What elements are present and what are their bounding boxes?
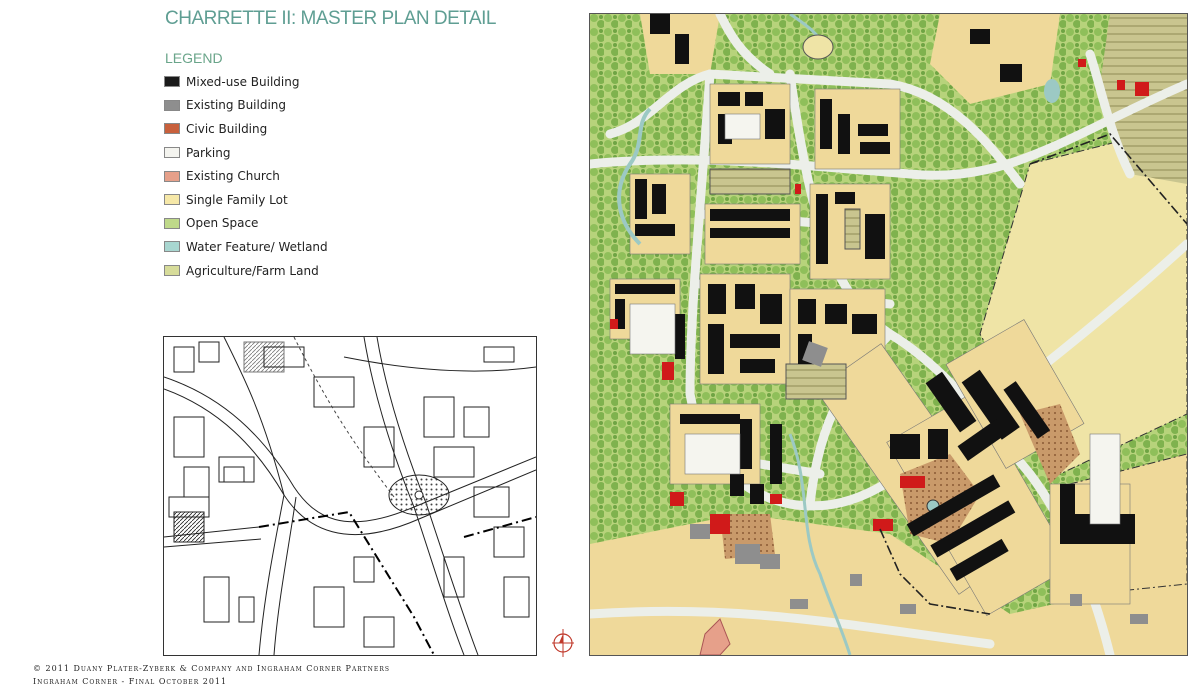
legend-swatch-parking	[164, 147, 180, 158]
legend-swatch-agriculture	[164, 265, 180, 276]
legend-item	[164, 164, 328, 188]
legend-item	[164, 70, 328, 94]
page-title: CHARRETTE II: MASTER PLAN DETAIL	[165, 8, 496, 29]
legend-swatch-mixed-use	[164, 76, 180, 87]
legend-item	[164, 259, 328, 283]
legend-label: Existing Church	[186, 169, 280, 184]
legend-label: Civic Building	[186, 121, 268, 136]
document-footer: Ingraham Corner - Final October 2011	[33, 677, 228, 686]
north-arrow-icon	[550, 627, 576, 657]
legend-item	[164, 235, 328, 259]
legend	[164, 70, 328, 282]
legend-swatch-existing-building	[164, 100, 180, 111]
copyright-footer: © 2011 Duany Plater-Zyberk & Company and Ingraham Corner Partners	[33, 664, 390, 673]
legend-item	[164, 117, 328, 141]
inset-map-drawing	[164, 337, 536, 655]
legend-swatch-civic	[164, 123, 180, 134]
legend-swatch-water-feature	[164, 241, 180, 252]
legend-label: Agriculture/Farm Land	[186, 263, 319, 278]
master-plan-map	[589, 13, 1188, 656]
legend-item	[164, 141, 328, 165]
legend-label: Existing Building	[186, 98, 287, 113]
legend-item	[164, 94, 328, 118]
legend-swatch-existing-church	[164, 171, 180, 182]
legend-item	[164, 188, 328, 212]
legend-label: Mixed-use Building	[186, 74, 300, 89]
legend-label: Water Feature/ Wetland	[186, 239, 328, 254]
master-plan-drawing	[590, 14, 1187, 655]
legend-swatch-single-family-lot	[164, 194, 180, 205]
legend-label: Open Space	[186, 216, 259, 231]
legend-label: Single Family Lot	[186, 192, 288, 207]
legend-label: Parking	[186, 145, 231, 160]
legend-heading: LEGEND	[165, 50, 223, 66]
existing-conditions-inset-map	[163, 336, 537, 656]
legend-swatch-open-space	[164, 218, 180, 229]
legend-item	[164, 212, 328, 236]
